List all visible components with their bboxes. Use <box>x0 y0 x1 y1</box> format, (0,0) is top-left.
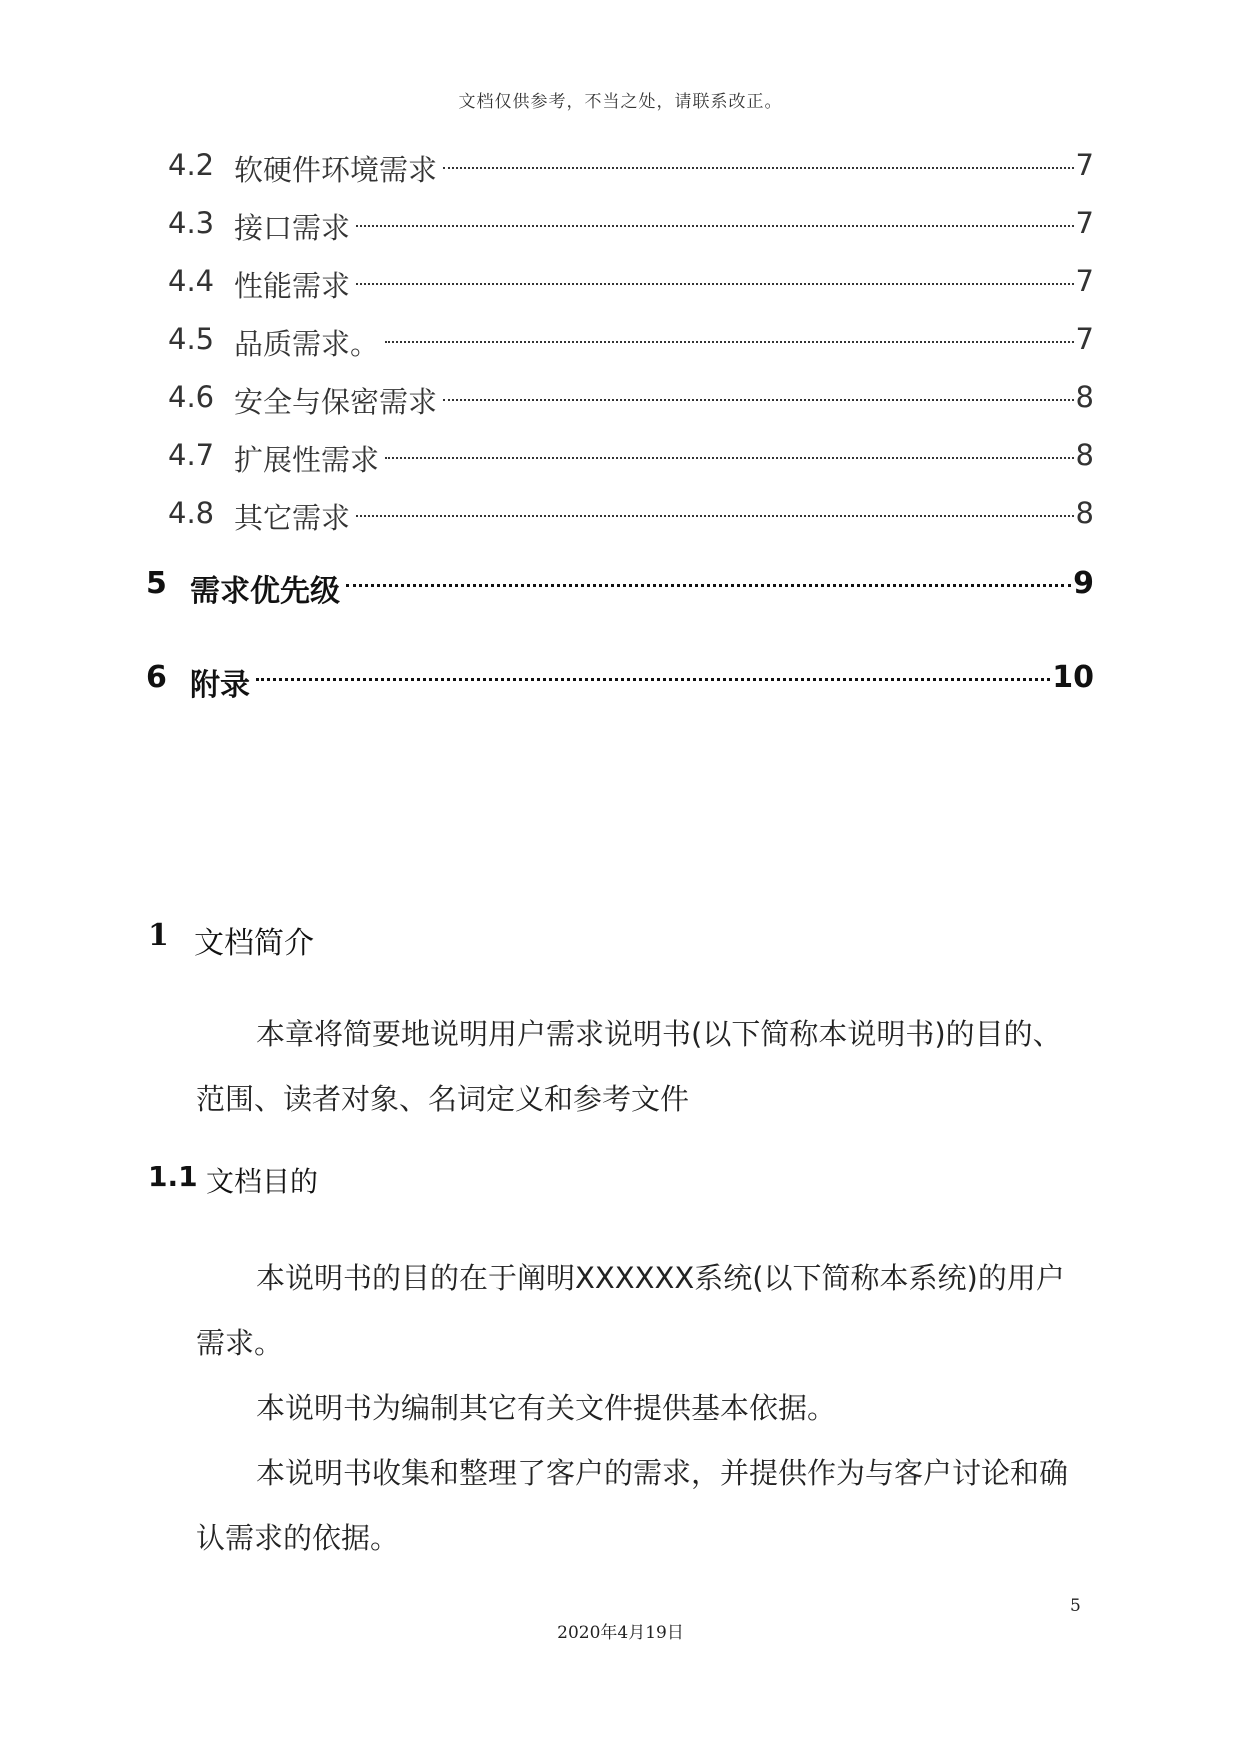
toc-entry-title: 其它需求 <box>234 501 351 535</box>
body-paragraph: 本说明书收集和整理了客户的需求，并提供作为与客户讨论和确认需求的依据。 <box>196 1456 1069 1555</box>
toc-entry[interactable] <box>0 264 1241 308</box>
toc-entry-title: 接口需求 <box>234 211 351 245</box>
toc-entry-title: 软硬件环境需求 <box>234 153 438 187</box>
toc-leader <box>443 399 1074 401</box>
toc-leader <box>346 584 1071 587</box>
toc-entry-title: 扩展性需求 <box>234 443 380 477</box>
toc-entry-number: 5 <box>146 566 167 601</box>
subsection-number: 1.1 <box>148 1160 198 1193</box>
toc-entry[interactable] <box>0 148 1241 192</box>
toc-entry-page: 8 <box>1075 438 1094 472</box>
toc-leader <box>256 678 1050 681</box>
toc-entry-number: 4.6 <box>168 380 215 414</box>
toc-entry[interactable] <box>0 322 1241 366</box>
toc-entry-number: 6 <box>146 660 167 695</box>
toc-leader <box>443 167 1074 169</box>
toc-entry[interactable] <box>0 380 1241 424</box>
toc-entry-title: 需求优先级 <box>190 574 340 609</box>
toc-entry-page: 8 <box>1075 496 1094 530</box>
toc-entry-number: 4.4 <box>168 264 215 298</box>
toc-entry-number: 4.8 <box>168 496 215 530</box>
toc-entry-main[interactable] <box>0 566 1241 612</box>
toc-leader <box>356 283 1074 285</box>
toc-entry-page: 7 <box>1075 206 1094 240</box>
toc-entry[interactable] <box>0 438 1241 482</box>
toc-entry-number: 4.7 <box>168 438 215 472</box>
subsection-heading <box>148 1160 318 1200</box>
subsection-title: 文档目的 <box>206 1165 319 1198</box>
toc-entry[interactable] <box>0 206 1241 250</box>
toc-entry-page: 7 <box>1075 322 1094 356</box>
toc-entry-page: 7 <box>1075 148 1094 182</box>
section-heading <box>148 918 314 962</box>
section-number: 1 <box>148 918 169 953</box>
toc-entry-title: 品质需求。 <box>234 327 380 361</box>
toc-leader <box>385 341 1074 343</box>
toc-entry-page: 7 <box>1075 264 1094 298</box>
section-title: 文档简介 <box>194 926 314 961</box>
toc-entry-number: 4.2 <box>168 148 215 182</box>
toc-entry-page: 10 <box>1052 660 1094 695</box>
toc-entry-title: 性能需求 <box>234 269 351 303</box>
toc-leader <box>385 457 1074 459</box>
body-paragraph: 本说明书为编制其它有关文件提供基本依据。 <box>256 1391 837 1425</box>
toc-entry[interactable] <box>0 496 1241 540</box>
section-paragraph: 本章将简要地说明用户需求说明书(以下简称本说明书)的目的、范围、读者对象、名词定义和参考文件 <box>196 1017 1062 1116</box>
toc-leader <box>356 515 1074 517</box>
toc-entry-page: 9 <box>1073 566 1094 601</box>
toc-entry-title: 安全与保密需求 <box>234 385 438 419</box>
toc-leader <box>356 225 1074 227</box>
page-header: 文档仅供参考，不当之处，请联系改正。 <box>458 92 783 112</box>
toc-entry-page: 8 <box>1075 380 1094 414</box>
toc-entry-number: 4.3 <box>168 206 215 240</box>
page-number: 5 <box>1070 1596 1081 1616</box>
toc-entry-title: 附录 <box>190 668 250 703</box>
body-paragraph: 本说明书的目的在于阐明XXXXXX系统(以下简称本系统)的用户需求。 <box>196 1261 1065 1360</box>
toc-entry-main[interactable] <box>0 660 1241 706</box>
toc-entry-number: 4.5 <box>168 322 215 356</box>
page-footer-date: 2020年4月19日 <box>557 1623 684 1643</box>
